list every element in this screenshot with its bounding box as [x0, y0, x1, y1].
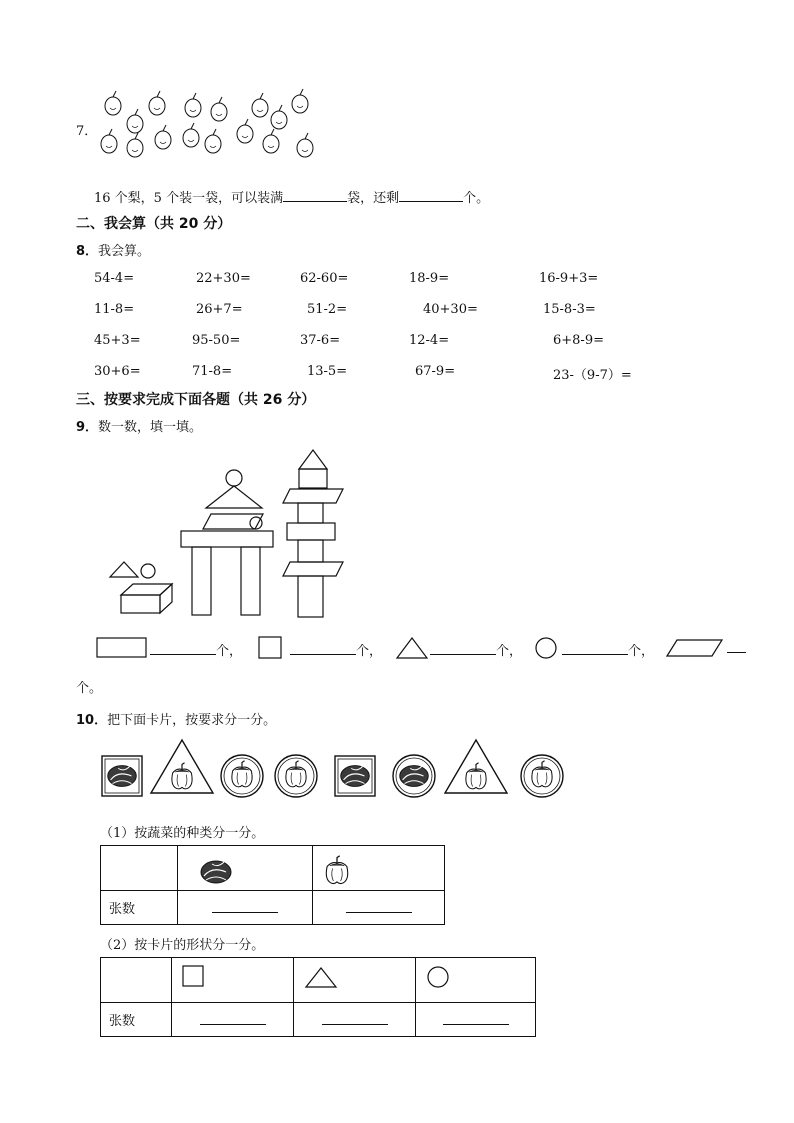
pepper-icon — [286, 761, 306, 787]
question-7-text-c: 个。 — [463, 191, 490, 206]
calc-problem[interactable]: 11-8= — [94, 302, 135, 317]
cabbage-header — [178, 846, 313, 891]
triangle-count-cell[interactable] — [294, 1003, 416, 1037]
vegetable-card[interactable] — [335, 756, 375, 796]
square-header — [172, 958, 294, 1003]
calc-problem[interactable]: 71-8= — [192, 364, 233, 379]
calc-problem[interactable]: 62-60= — [300, 271, 349, 286]
unit-label: 个， — [356, 644, 383, 659]
circle-icon — [426, 965, 456, 995]
circle-header — [416, 958, 536, 1003]
circle-count-blank[interactable] — [443, 1014, 509, 1025]
triangle-header — [294, 958, 416, 1003]
vegetable-card[interactable] — [102, 756, 142, 796]
question-10-number: 10． — [76, 713, 108, 728]
question-8-title: 我会算。 — [98, 244, 151, 259]
pepper-icon — [466, 763, 486, 789]
calc-problem[interactable]: 15-8-3= — [543, 302, 596, 317]
question-9-number: 9． — [76, 420, 99, 435]
pepper-icon — [313, 848, 444, 888]
square-icon — [182, 965, 212, 995]
pepper-icon — [232, 761, 252, 787]
table-corner — [101, 958, 172, 1003]
question-9-title: 数一数，填一填。 — [98, 420, 203, 435]
vegetable-card[interactable] — [521, 755, 563, 797]
vegetable-card[interactable] — [221, 755, 263, 797]
section-2-heading: 二、我会算（共 20 分） — [76, 216, 232, 232]
question-10-title: 把下面卡片，按要求分一分。 — [107, 713, 277, 728]
table-corner — [101, 846, 178, 891]
pepper-count-cell[interactable] — [313, 891, 445, 925]
calc-problem[interactable]: 54-4= — [94, 271, 135, 286]
cabbage-icon — [108, 766, 137, 787]
pepper-icon — [326, 856, 347, 884]
triangle-count-blank[interactable] — [322, 1014, 388, 1025]
question-8-number: 8． — [76, 244, 99, 259]
calc-problem[interactable]: 95-50= — [192, 333, 241, 348]
calc-problem[interactable]: 67-9= — [415, 364, 456, 379]
unit-label: 个， — [496, 644, 523, 659]
vegetable-card[interactable] — [275, 755, 317, 797]
pepper-count-blank[interactable] — [346, 902, 412, 913]
row-label: 张数 — [101, 1003, 172, 1037]
vegetable-card[interactable] — [151, 740, 213, 793]
parallelogram-count-unit: 个。 — [76, 681, 103, 696]
calc-problem[interactable]: 30+6= — [94, 364, 141, 379]
vegetable-sort-table — [100, 845, 445, 925]
part-1-title: （1）按蔬菜的种类分一分。 — [100, 826, 265, 841]
unit-label: 个， — [216, 644, 243, 659]
shape-sort-table — [100, 957, 536, 1037]
cabbage-icon — [341, 766, 370, 787]
section-3-heading: 三、按要求完成下面各题（共 26 分） — [76, 392, 316, 408]
cabbage-count-cell[interactable] — [178, 891, 313, 925]
cabbage-icon — [400, 766, 429, 787]
square-count-blank[interactable] — [200, 1014, 266, 1025]
question-7-text-b: 袋，还剩 — [347, 191, 400, 206]
calc-problem[interactable]: 40+30= — [423, 302, 478, 317]
circle-count-cell[interactable] — [416, 1003, 536, 1037]
pepper-icon — [532, 761, 552, 787]
square-count-cell[interactable] — [172, 1003, 294, 1037]
cabbage-icon — [178, 848, 312, 888]
calc-problem[interactable]: 26+7= — [196, 302, 243, 317]
vegetable-card[interactable] — [393, 755, 435, 797]
cabbage-count-blank[interactable] — [212, 902, 278, 913]
calc-problem[interactable]: 16-9+3= — [539, 271, 599, 286]
calc-problem[interactable]: 18-9= — [409, 271, 450, 286]
calc-problem[interactable]: 23-（9-7）= — [553, 368, 632, 383]
pepper-icon — [172, 763, 192, 789]
cabbage-icon — [201, 861, 231, 883]
calc-problem[interactable]: 6+8-9= — [553, 333, 604, 348]
calc-problem[interactable]: 12-4= — [409, 333, 450, 348]
calc-problem[interactable]: 13-5= — [307, 364, 348, 379]
part-2-title: （2）按卡片的形状分一分。 — [100, 938, 265, 953]
triangle-icon — [304, 965, 344, 995]
vegetable-card[interactable] — [445, 740, 507, 793]
unit-label: 个， — [628, 644, 655, 659]
question-7-text-a: 16 个梨，5 个装一袋，可以装满 — [94, 191, 284, 206]
calc-problem[interactable]: 37-6= — [300, 333, 341, 348]
calc-problem[interactable]: 45+3= — [94, 333, 141, 348]
row-label: 张数 — [101, 891, 178, 925]
pepper-header — [313, 846, 445, 891]
calc-problem[interactable]: 51-2= — [307, 302, 348, 317]
calc-problem[interactable]: 22+30= — [196, 271, 251, 286]
question-7-number: 7． — [76, 124, 98, 139]
